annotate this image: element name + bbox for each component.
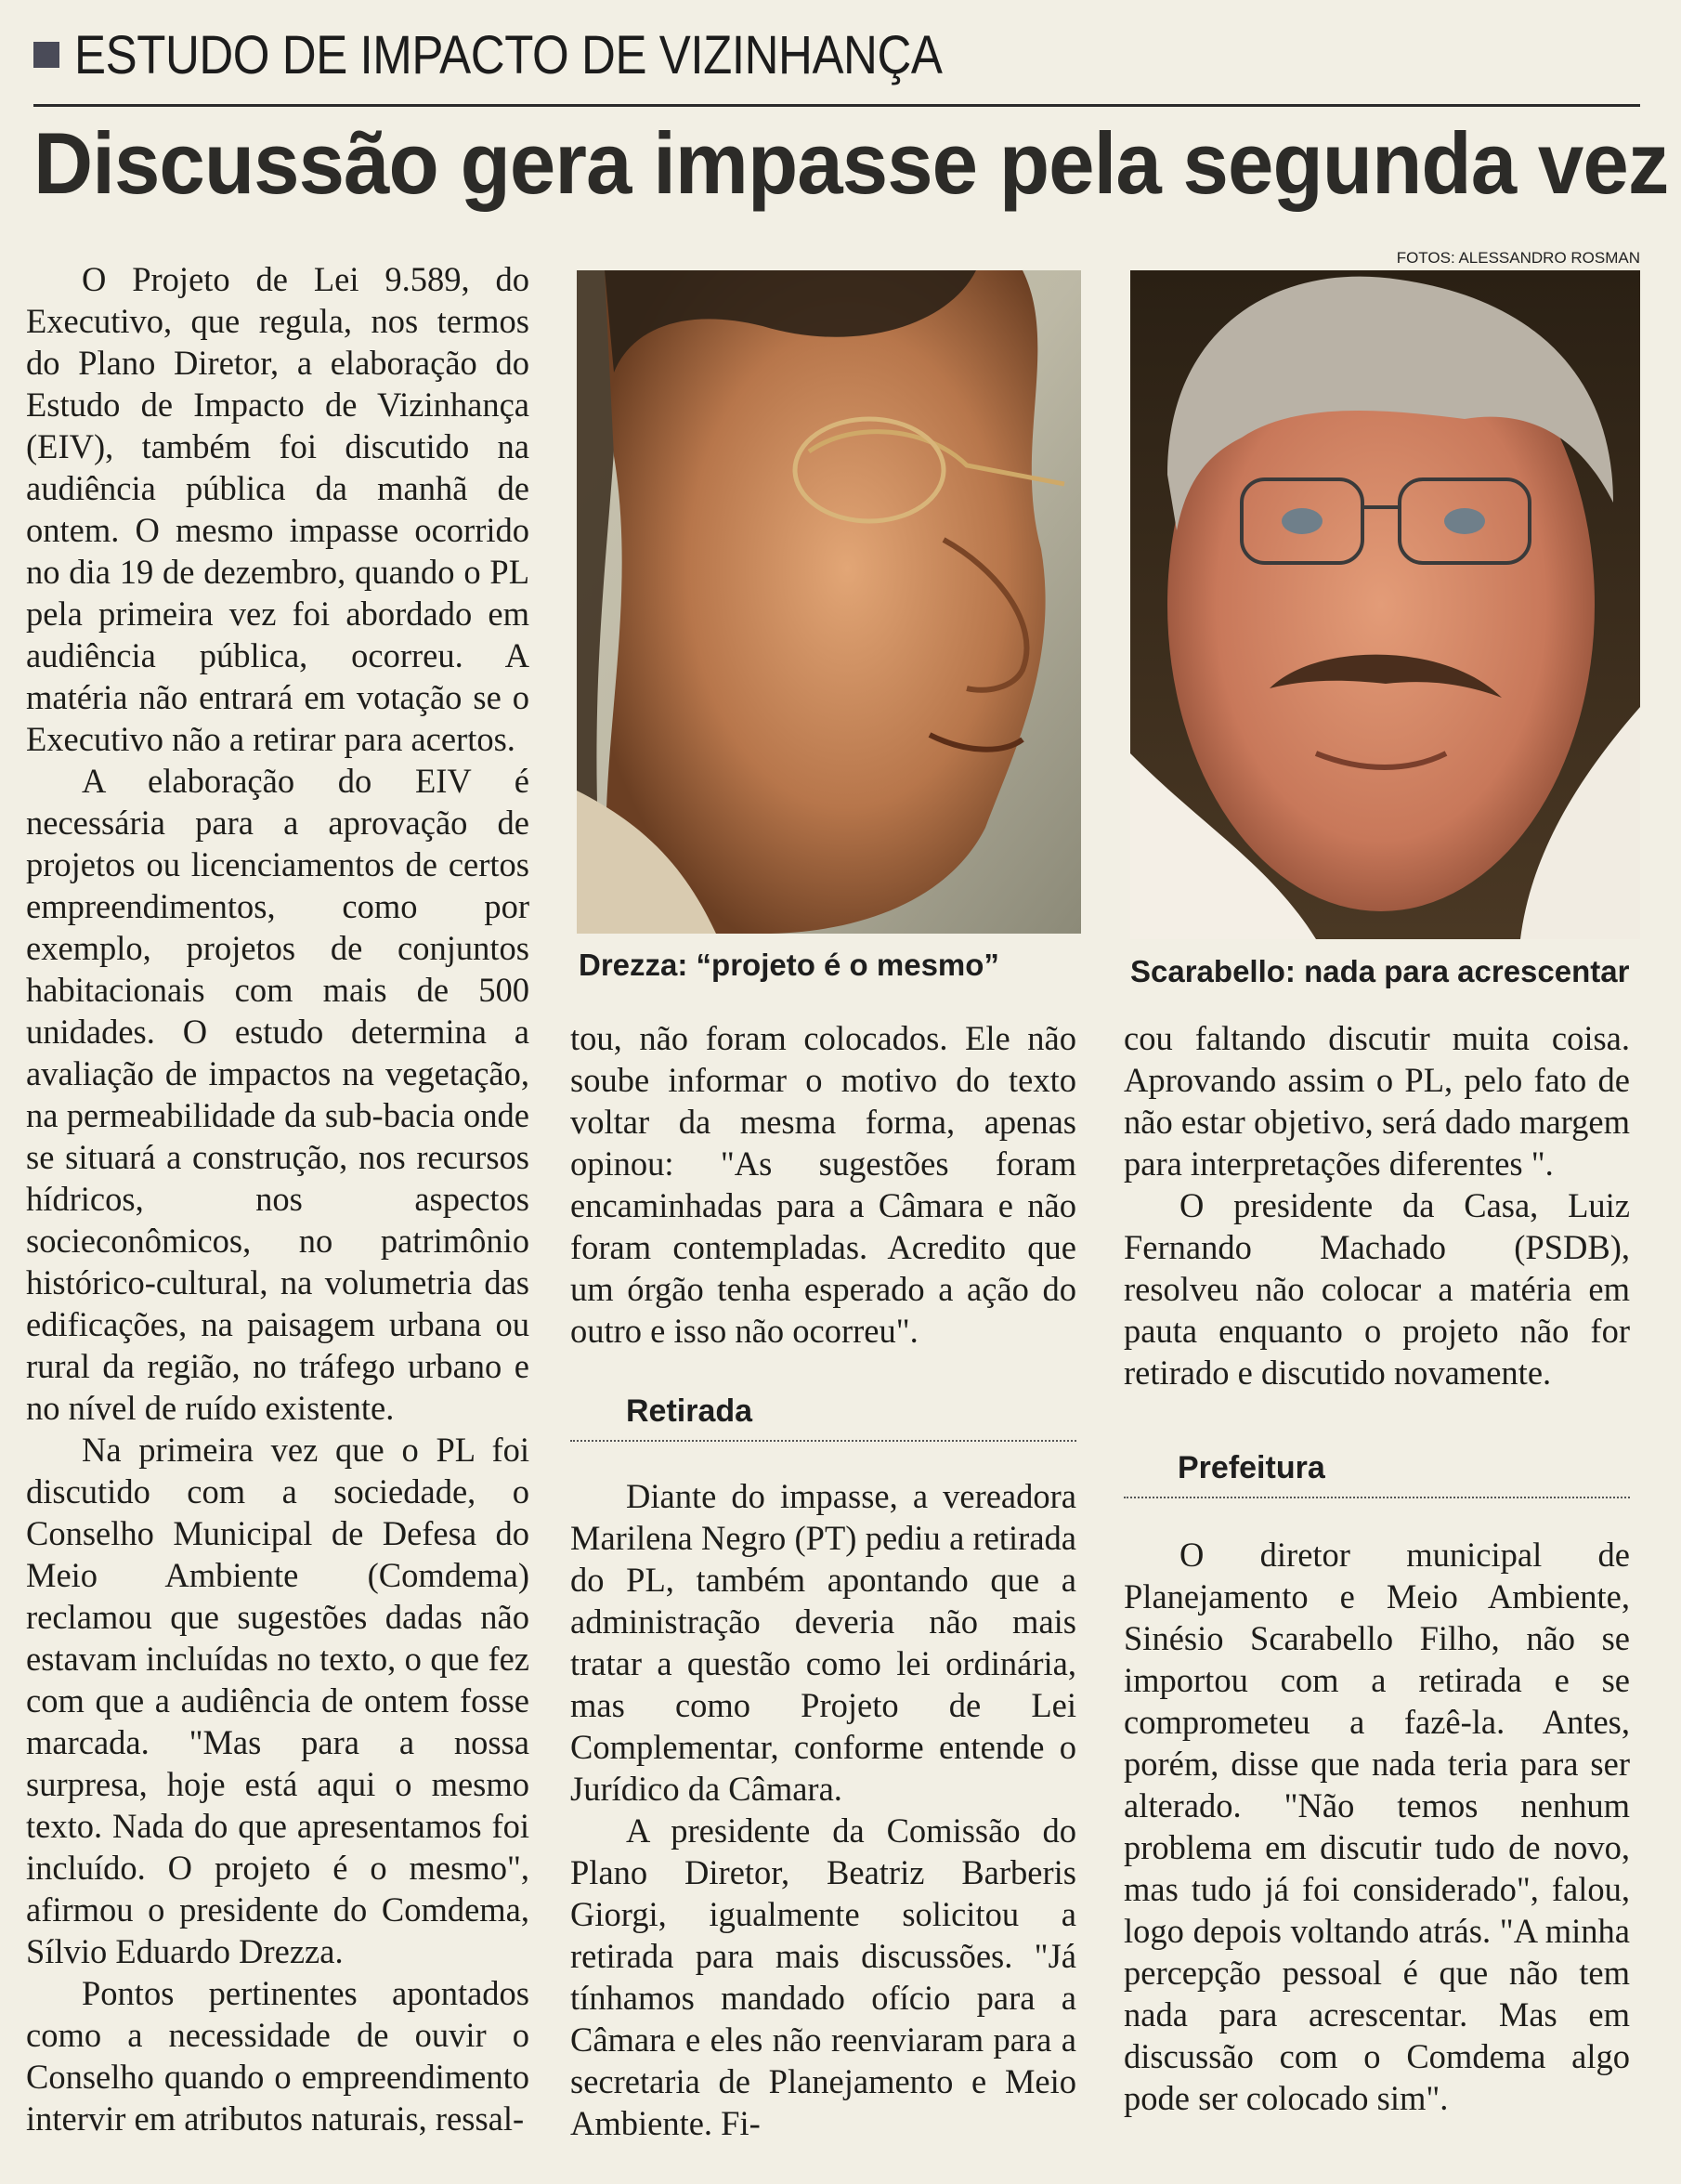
photo-credit: FOTOS: ALESSANDRO ROSMAN [1396, 249, 1640, 267]
subhead-rule [1124, 1497, 1630, 1498]
subhead-rule [570, 1440, 1076, 1442]
kicker-square-icon [33, 42, 59, 68]
photo-caption-drezza: Drezza: “projeto é o mesmo” [579, 948, 999, 982]
section-kicker [33, 19, 1061, 91]
photo-drezza [577, 270, 1081, 934]
paragraph: O presidente da Casa, Luiz Fernando Machado (PSDB), resolveu não colocar a matéria em pauta enquanto o projeto não for retirado e discutido novamente. [1124, 1186, 1630, 1392]
paragraph: A elaboração do EIV é necessária para a aprovação de projetos ou licenciamentos de certos empreendimentos, como por exemplo, projetos de conjuntos habitacionais com mais de 500 unidades. O estudo determina a avaliação de impactos na vegetação, na permeabilidade da sub-bacia onde se situará a construção, nos recursos hídricos, nos aspectos socieconômicos, no patrimônio histórico-cultural, na volumetria das edificações, na paisagem urbana ou rural da região, no tráfego urbano e no nível de ruído existente. [26, 762, 529, 1427]
paragraph: O Projeto de Lei 9.589, do Executivo, que regula, nos termos do Plano Diretor, a elaboração do Estudo de Impacto de Vizinhança (EIV), também foi discutido na audiência pública da manhã de ontem. O mesmo impasse ocorrido no dia 19 de dezembro, quando o PL pela primeira vez foi abordado em audiência pública, ocorreu. A matéria não entrará em votação se o Executivo não a retirar para acertos. [26, 260, 529, 758]
paragraph: cou faltando discutir muita coisa. Aprovando assim o PL, pelo fato de não estar objetivo, será dado margem para interpretações diferentes ". [1124, 1019, 1630, 1183]
kicker-rule [33, 104, 1640, 107]
portrait-scarabello-image [1130, 270, 1640, 939]
photo-caption-scarabello: Scarabello: nada para acrescentar [1130, 954, 1630, 988]
photo-scarabello [1130, 270, 1640, 939]
column-2 [570, 1017, 1076, 2144]
column-3 [1124, 1017, 1630, 2119]
paragraph: Pontos pertinentes apontados como a necessidade de ouvir o Conselho quando o empreendimento intervir em atributos naturais, ressal- [26, 1974, 529, 2138]
paragraph: Diante do impasse, a vereadora Marilena Negro (PT) pediu a retirada do PL, também apontando que a administração deveria não mais tratar a questão como lei ordinária, mas como Projeto de Lei Complementar, conforme entende o Jurídico da Câmara. [570, 1477, 1076, 1808]
paragraph: Na primeira vez que o PL foi discutido com a sociedade, o Conselho Municipal de Defesa do Meio Ambiente (Comdema) reclamou que sugestões dadas não estavam incluídas no texto, o que fez com que a audiência de ontem fosse marcada. "Mas para a nossa surpresa, hoje está aqui o mesmo texto. Nada do que apresentamos foi incluído. O projeto é o mesmo", afirmou o presidente do Comdema, Sílvio Eduardo Drezza. [26, 1431, 529, 1970]
paragraph: A presidente da Comissão do Plano Diretor, Beatriz Barberis Giorgi, igualmente solicitou a retirada para mais discussões. "Já tínhamos mandado ofício para a Câmara e eles não reenviaram para a secretaria de Planejamento e Meio Ambiente. Fi- [570, 1811, 1076, 2142]
kicker-text: ESTUDO DE IMPACTO DE VIZINHANÇA [74, 24, 943, 85]
subhead-prefeitura: Prefeitura [1178, 1450, 1325, 1485]
portrait-drezza-image [577, 270, 1081, 934]
paragraph: O diretor municipal de Planejamento e Meio Ambiente, Sinésio Scarabello Filho, não se importou com a retirada e se comprometeu a fazê-la. Antes, porém, disse que nada teria para ser alterado. "Não temos nenhum problema em discutir tudo de novo, mas tudo já foi considerado", falou, logo depois voltando atrás. "A minha percepção pessoal é que não tem nada para acrescentar. Mas em discussão com o Comdema algo pode ser colocado sim". [1124, 1536, 1630, 2117]
column-1 [26, 258, 529, 2139]
subhead-retirada: Retirada [626, 1393, 753, 1429]
paragraph: tou, não foram colocados. Ele não soube informar o motivo do texto voltar da mesma forma, apenas opinou: "As sugestões foram encaminhadas para a Câmara e não foram contempladas. Acredito que um órgão tenha esperado a ação do outro e isso não ocorreu". [570, 1019, 1076, 1350]
headline: Discussão gera impasse pela segunda vez [33, 114, 1669, 212]
